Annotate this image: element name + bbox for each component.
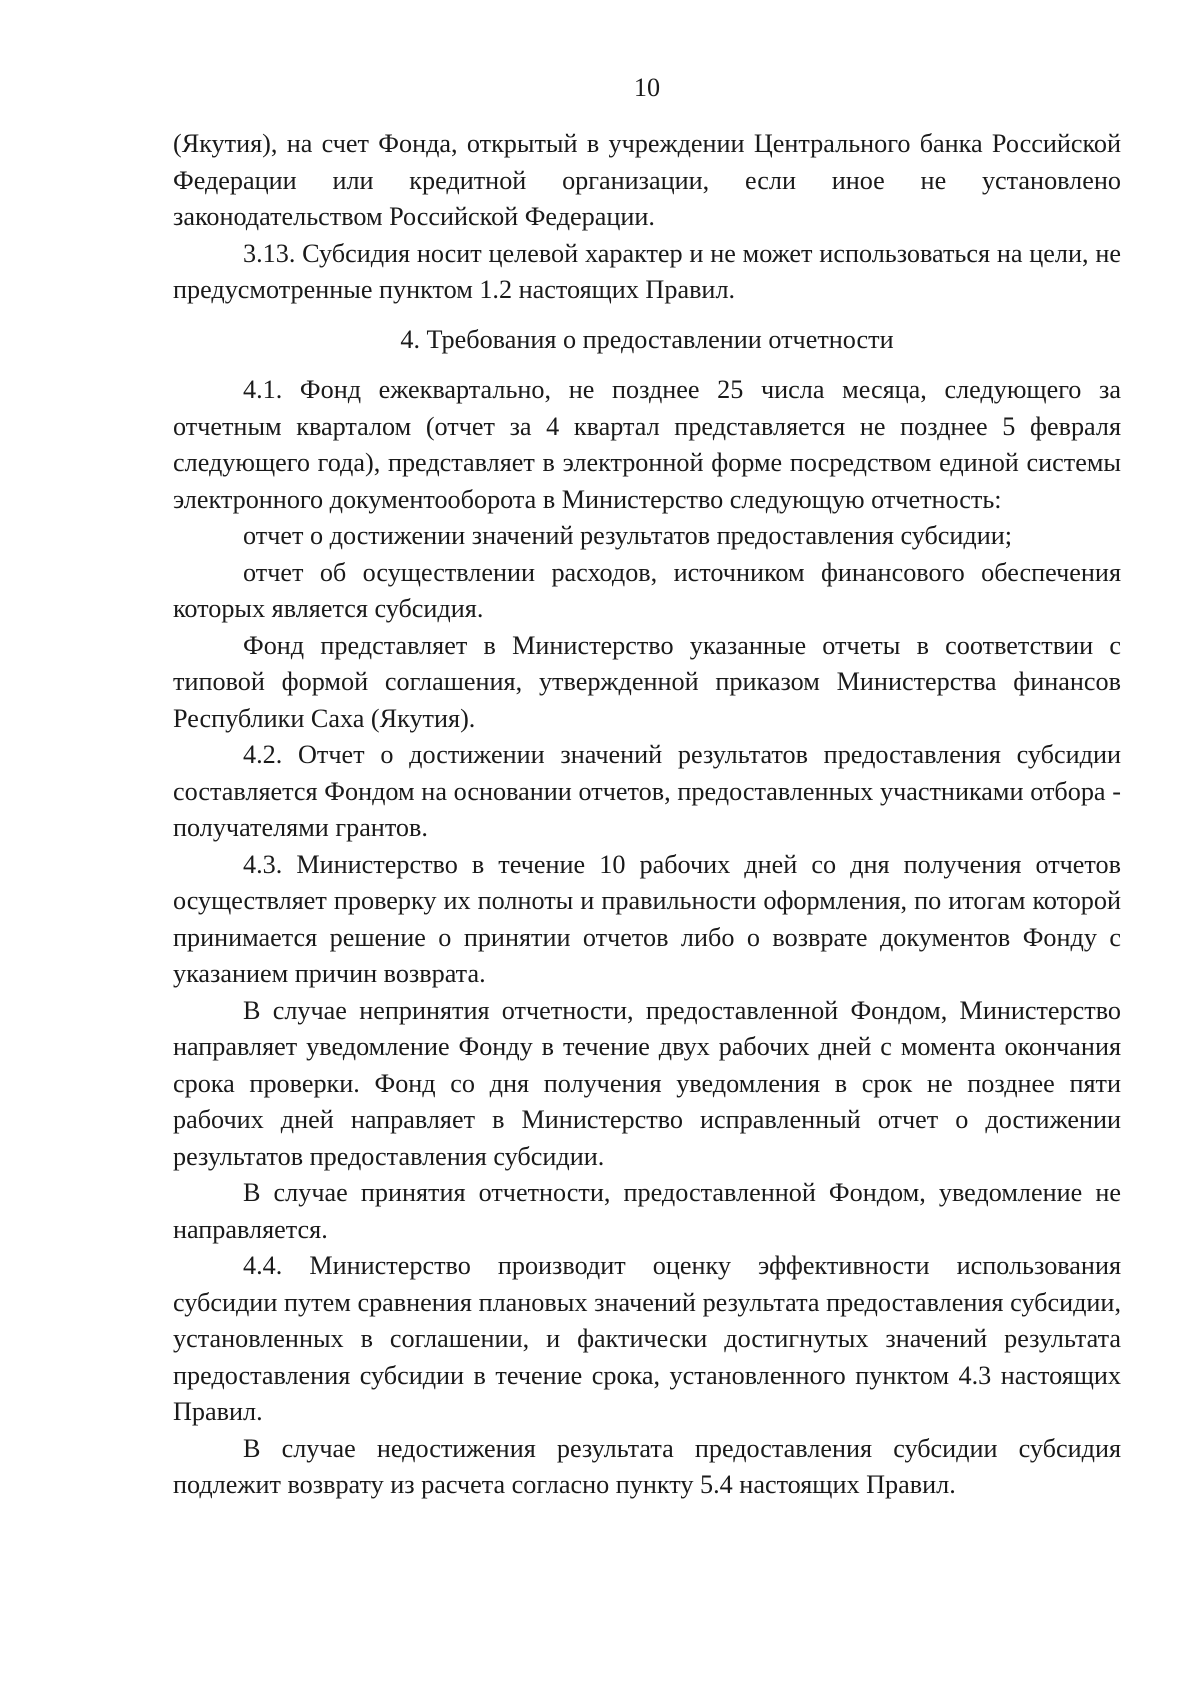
paragraph-4-4-refund: В случае недостижения результата предоставления субсидии субсидия подлежит возврату из расчета согласно пункту 5.4 настоящих Правил.	[173, 1433, 1121, 1499]
paragraph-4-4: 4.4. Министерство производит оценку эффективности использования субсидии путем сравнения плановых значений результата предоставления субсидии, установленных в соглашении, и фактически достигнутых значений результата предоставления субсидии в течение срока, установленного пунктом 4.3 настоящих Правил.	[173, 1251, 1121, 1426]
paragraph-4-3-rejection: В случае непринятия отчетности, предоставленной Фондом, Министерство направляет уведомление Фонду в течение двух рабочих дней с момента окончания срока проверки. Фонд со дня получения уведомления в срок не позднее пяти рабочих дней направляет в Министерство исправленный отчет о достижении результатов предоставления субсидии.	[173, 995, 1121, 1171]
paragraph-4-1-item-2: отчет об осуществлении расходов, источником финансового обеспечения которых является субсидия.	[173, 557, 1121, 623]
page-number: 10	[633, 73, 661, 102]
paragraph-3-13: 3.13. Субсидия носит целевой характер и не может использоваться на цели, не предусмотренные пунктом 1.2 настоящих Правил.	[173, 238, 1121, 304]
paragraph-4-2: 4.2. Отчет о достижении значений результатов предоставления субсидии составляется Фондом на основании отчетов, предоставленных участниками отбора - получателями грантов.	[173, 740, 1121, 842]
paragraph-4-3-acceptance: В случае принятия отчетности, предоставленной Фондом, уведомление не направляется.	[173, 1178, 1121, 1244]
paragraph-4-1-note: Фонд представляет в Министерство указанные отчеты в соответствии с типовой формой соглашения, утвержденной приказом Министерства финансов Республики Саха (Якутия).	[173, 630, 1121, 733]
paragraph-4-1-item-1: отчет о достижении значений результатов предоставления субсидии;	[243, 521, 1013, 550]
paragraph-4-3: 4.3. Министерство в течение 10 рабочих дней со дня получения отчетов осуществляет проверку их полноты и правильности оформления, по итогам которой принимается решение о принятии отчетов либо о возврате документов Фонду с указанием причин возврата.	[173, 849, 1121, 988]
document-page	[173, 70, 1121, 1504]
section-heading: 4. Требования о предоставлении отчетности	[400, 324, 894, 354]
paragraph-continuation: (Якутия), на счет Фонда, открытый в учреждении Центрального банка Российской Федерации или кредитной организации, если иное не установлено законодательством Российской Федерации.	[173, 129, 1121, 231]
paragraph-4-1: 4.1. Фонд ежеквартально, не позднее 25 числа месяца, следующего за отчетным кварталом (отчет за 4 квартал представляется не позднее 5 февраля следующего года), представляет в электронной форме посредством единой системы электронного документооборота в Министерство следующую отчетность:	[173, 375, 1121, 514]
